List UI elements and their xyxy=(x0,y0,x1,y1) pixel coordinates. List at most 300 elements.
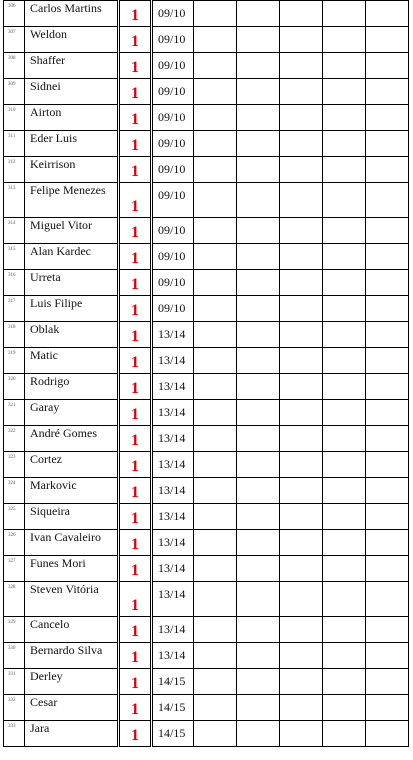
row-number-cell: 316 xyxy=(4,270,25,296)
season-cell: 13/14 xyxy=(152,322,194,348)
player-count-cell xyxy=(119,669,152,695)
empty-cell xyxy=(194,400,237,426)
empty-cell xyxy=(237,1,280,27)
empty-cell xyxy=(323,322,366,348)
empty-cell xyxy=(366,348,409,374)
empty-cell xyxy=(323,643,366,669)
table-row xyxy=(4,504,409,530)
player-count: 1 xyxy=(131,224,139,241)
empty-cell xyxy=(280,105,323,131)
empty-cell xyxy=(280,218,323,244)
player-count: 1 xyxy=(131,406,139,423)
player-name-cell: Keirrison xyxy=(25,157,119,183)
empty-cell xyxy=(323,504,366,530)
table-row xyxy=(4,669,409,695)
season-cell: 09/10 xyxy=(152,296,194,322)
table-row xyxy=(4,348,409,374)
season-cell: 09/10 xyxy=(152,218,194,244)
player-name-cell: Markovic xyxy=(25,478,119,504)
empty-cell xyxy=(280,157,323,183)
player-count: 1 xyxy=(131,701,139,718)
empty-cell xyxy=(280,79,323,105)
row-number-cell: 321 xyxy=(4,400,25,426)
empty-cell xyxy=(237,27,280,53)
player-count: 1 xyxy=(131,302,139,319)
empty-cell xyxy=(194,721,237,747)
player-name-cell: Siqueira xyxy=(25,504,119,530)
empty-cell xyxy=(237,669,280,695)
table-row xyxy=(4,582,409,617)
player-count-cell xyxy=(119,374,152,400)
empty-cell xyxy=(366,270,409,296)
players-table xyxy=(3,0,409,747)
empty-cell xyxy=(366,105,409,131)
empty-cell xyxy=(366,183,409,218)
empty-cell xyxy=(366,374,409,400)
empty-cell xyxy=(280,582,323,617)
empty-cell xyxy=(194,183,237,218)
season-cell: 13/14 xyxy=(152,617,194,643)
season-cell: 09/10 xyxy=(152,79,194,105)
empty-cell xyxy=(323,478,366,504)
empty-cell xyxy=(323,426,366,452)
empty-cell xyxy=(194,669,237,695)
empty-cell xyxy=(237,348,280,374)
empty-cell xyxy=(323,452,366,478)
empty-cell xyxy=(194,478,237,504)
empty-cell xyxy=(237,270,280,296)
player-name-cell: Carlos Martins xyxy=(25,1,119,27)
player-count-cell xyxy=(119,530,152,556)
empty-cell xyxy=(237,721,280,747)
empty-cell xyxy=(194,218,237,244)
empty-cell xyxy=(194,1,237,27)
player-name-cell: Airton xyxy=(25,105,119,131)
player-count: 1 xyxy=(131,727,139,744)
empty-cell xyxy=(280,617,323,643)
player-count: 1 xyxy=(131,623,139,640)
empty-cell xyxy=(237,374,280,400)
empty-cell xyxy=(323,348,366,374)
empty-cell xyxy=(194,374,237,400)
table-row xyxy=(4,617,409,643)
season-cell: 14/15 xyxy=(152,721,194,747)
empty-cell xyxy=(323,131,366,157)
empty-cell xyxy=(323,617,366,643)
empty-cell xyxy=(194,452,237,478)
row-number-cell: 312 xyxy=(4,157,25,183)
empty-cell xyxy=(366,556,409,582)
empty-cell xyxy=(280,270,323,296)
table-row xyxy=(4,105,409,131)
table-row xyxy=(4,322,409,348)
empty-cell xyxy=(194,530,237,556)
empty-cell xyxy=(194,643,237,669)
row-number-cell: 322 xyxy=(4,426,25,452)
player-count: 1 xyxy=(131,33,139,50)
empty-cell xyxy=(366,617,409,643)
season-cell: 13/14 xyxy=(152,426,194,452)
player-count: 1 xyxy=(131,562,139,579)
player-name-cell: Shaffer xyxy=(25,53,119,79)
empty-cell xyxy=(366,582,409,617)
player-count-cell xyxy=(119,721,152,747)
empty-cell xyxy=(366,400,409,426)
empty-cell xyxy=(237,157,280,183)
empty-cell xyxy=(280,244,323,270)
empty-cell xyxy=(280,530,323,556)
player-name-cell: Rodrigo xyxy=(25,374,119,400)
empty-cell xyxy=(323,53,366,79)
player-count: 1 xyxy=(131,163,139,180)
season-cell: 13/14 xyxy=(152,348,194,374)
player-name-cell: Cesar xyxy=(25,695,119,721)
table-row xyxy=(4,53,409,79)
player-count: 1 xyxy=(131,354,139,371)
row-number-cell: 331 xyxy=(4,669,25,695)
table-row xyxy=(4,426,409,452)
player-count: 1 xyxy=(131,111,139,128)
player-count: 1 xyxy=(131,328,139,345)
row-number-cell: 324 xyxy=(4,478,25,504)
empty-cell xyxy=(280,27,323,53)
row-number-cell: 319 xyxy=(4,348,25,374)
season-cell: 09/10 xyxy=(152,157,194,183)
empty-cell xyxy=(237,79,280,105)
player-name-cell: Derley xyxy=(25,669,119,695)
empty-cell xyxy=(237,244,280,270)
player-count-cell xyxy=(119,183,152,218)
table-row xyxy=(4,530,409,556)
season-cell: 13/14 xyxy=(152,374,194,400)
row-number-cell: 310 xyxy=(4,105,25,131)
player-count-cell xyxy=(119,695,152,721)
empty-cell xyxy=(323,530,366,556)
row-number-cell: 308 xyxy=(4,53,25,79)
player-count: 1 xyxy=(131,458,139,475)
player-name-cell: Matic xyxy=(25,348,119,374)
empty-cell xyxy=(237,504,280,530)
empty-cell xyxy=(323,374,366,400)
player-count: 1 xyxy=(131,432,139,449)
empty-cell xyxy=(366,79,409,105)
empty-cell xyxy=(280,695,323,721)
player-name-cell: Weldon xyxy=(25,27,119,53)
table-row xyxy=(4,131,409,157)
table-row xyxy=(4,79,409,105)
row-number-cell: 309 xyxy=(4,79,25,105)
row-number-cell: 307 xyxy=(4,27,25,53)
player-count: 1 xyxy=(131,198,139,215)
row-number-cell: 330 xyxy=(4,643,25,669)
empty-cell xyxy=(280,400,323,426)
player-count: 1 xyxy=(131,597,139,614)
player-name-cell: André Gomes xyxy=(25,426,119,452)
empty-cell xyxy=(194,582,237,617)
empty-cell xyxy=(280,426,323,452)
player-count-cell xyxy=(119,79,152,105)
row-number-cell: 313 xyxy=(4,183,25,218)
row-number-cell: 311 xyxy=(4,131,25,157)
player-name-cell: Luis Filipe xyxy=(25,296,119,322)
player-name-cell: Urreta xyxy=(25,270,119,296)
empty-cell xyxy=(194,53,237,79)
player-count-cell xyxy=(119,53,152,79)
player-count-cell xyxy=(119,617,152,643)
season-cell: 09/10 xyxy=(152,1,194,27)
empty-cell xyxy=(366,504,409,530)
empty-cell xyxy=(280,556,323,582)
empty-cell xyxy=(366,530,409,556)
player-count-cell xyxy=(119,296,152,322)
row-number-cell: 332 xyxy=(4,695,25,721)
empty-cell xyxy=(366,322,409,348)
season-cell: 13/14 xyxy=(152,478,194,504)
empty-cell xyxy=(323,183,366,218)
row-number-cell: 320 xyxy=(4,374,25,400)
player-count: 1 xyxy=(131,675,139,692)
player-count-cell xyxy=(119,452,152,478)
empty-cell xyxy=(366,478,409,504)
empty-cell xyxy=(366,721,409,747)
player-name-cell: Miguel Vitor xyxy=(25,218,119,244)
season-cell: 09/10 xyxy=(152,270,194,296)
empty-cell xyxy=(366,157,409,183)
empty-cell xyxy=(366,27,409,53)
season-cell: 09/10 xyxy=(152,131,194,157)
empty-cell xyxy=(194,244,237,270)
table-row xyxy=(4,478,409,504)
player-name-cell: Jara xyxy=(25,721,119,747)
player-count: 1 xyxy=(131,536,139,553)
table-row xyxy=(4,452,409,478)
empty-cell xyxy=(237,556,280,582)
empty-cell xyxy=(366,643,409,669)
season-cell: 13/14 xyxy=(152,582,194,617)
empty-cell xyxy=(323,105,366,131)
empty-cell xyxy=(237,582,280,617)
season-cell: 14/15 xyxy=(152,695,194,721)
player-count-cell xyxy=(119,582,152,617)
table-row xyxy=(4,643,409,669)
player-count-cell xyxy=(119,643,152,669)
empty-cell xyxy=(237,452,280,478)
table-row xyxy=(4,721,409,747)
player-count: 1 xyxy=(131,276,139,293)
empty-cell xyxy=(366,131,409,157)
empty-cell xyxy=(280,669,323,695)
empty-cell xyxy=(194,79,237,105)
player-name-cell: Felipe Menezes xyxy=(25,183,119,218)
empty-cell xyxy=(194,322,237,348)
season-cell: 09/10 xyxy=(152,105,194,131)
empty-cell xyxy=(280,452,323,478)
empty-cell xyxy=(237,53,280,79)
empty-cell xyxy=(237,131,280,157)
empty-cell xyxy=(366,218,409,244)
empty-cell xyxy=(280,1,323,27)
player-count-cell xyxy=(119,105,152,131)
players-table-body xyxy=(4,1,409,747)
player-count: 1 xyxy=(131,510,139,527)
empty-cell xyxy=(194,105,237,131)
empty-cell xyxy=(237,183,280,218)
player-count: 1 xyxy=(131,380,139,397)
table-row xyxy=(4,270,409,296)
empty-cell xyxy=(237,322,280,348)
empty-cell xyxy=(323,157,366,183)
player-count: 1 xyxy=(131,250,139,267)
season-cell: 14/15 xyxy=(152,669,194,695)
season-cell: 09/10 xyxy=(152,244,194,270)
empty-cell xyxy=(280,131,323,157)
player-count: 1 xyxy=(131,137,139,154)
empty-cell xyxy=(323,556,366,582)
player-name-cell: Alan Kardec xyxy=(25,244,119,270)
table-row xyxy=(4,27,409,53)
empty-cell xyxy=(323,270,366,296)
empty-cell xyxy=(237,426,280,452)
empty-cell xyxy=(323,582,366,617)
empty-cell xyxy=(194,131,237,157)
empty-cell xyxy=(280,183,323,218)
player-count: 1 xyxy=(131,484,139,501)
season-cell: 09/10 xyxy=(152,183,194,218)
player-name-cell: Oblak xyxy=(25,322,119,348)
player-count-cell xyxy=(119,27,152,53)
player-name-cell: Eder Luis xyxy=(25,131,119,157)
row-number-cell: 325 xyxy=(4,504,25,530)
empty-cell xyxy=(194,270,237,296)
player-count: 1 xyxy=(131,85,139,102)
empty-cell xyxy=(280,504,323,530)
empty-cell xyxy=(323,695,366,721)
table-row xyxy=(4,218,409,244)
row-number-cell: 323 xyxy=(4,452,25,478)
player-count-cell xyxy=(119,322,152,348)
empty-cell xyxy=(280,374,323,400)
player-count: 1 xyxy=(131,7,139,24)
player-count-cell xyxy=(119,556,152,582)
table-row xyxy=(4,374,409,400)
empty-cell xyxy=(323,721,366,747)
empty-cell xyxy=(323,218,366,244)
row-number-cell: 329 xyxy=(4,617,25,643)
player-name-cell: Cancelo xyxy=(25,617,119,643)
empty-cell xyxy=(280,322,323,348)
empty-cell xyxy=(237,617,280,643)
empty-cell xyxy=(280,721,323,747)
player-count-cell xyxy=(119,426,152,452)
player-count-cell xyxy=(119,400,152,426)
empty-cell xyxy=(237,218,280,244)
player-name-cell: Bernardo Silva xyxy=(25,643,119,669)
empty-cell xyxy=(280,348,323,374)
season-cell: 09/10 xyxy=(152,53,194,79)
player-name-cell: Garay xyxy=(25,400,119,426)
empty-cell xyxy=(366,426,409,452)
empty-cell xyxy=(280,643,323,669)
empty-cell xyxy=(194,504,237,530)
player-count-cell xyxy=(119,244,152,270)
table-row xyxy=(4,695,409,721)
player-name-cell: Cortez xyxy=(25,452,119,478)
empty-cell xyxy=(323,244,366,270)
player-count-cell xyxy=(119,157,152,183)
player-count-cell xyxy=(119,131,152,157)
table-row xyxy=(4,157,409,183)
empty-cell xyxy=(237,643,280,669)
season-cell: 13/14 xyxy=(152,530,194,556)
table-row xyxy=(4,1,409,27)
season-cell: 09/10 xyxy=(152,27,194,53)
empty-cell xyxy=(194,157,237,183)
player-count-cell xyxy=(119,1,152,27)
player-name-cell: Funes Mori xyxy=(25,556,119,582)
table-row xyxy=(4,400,409,426)
empty-cell xyxy=(237,478,280,504)
empty-cell xyxy=(194,556,237,582)
table-row xyxy=(4,244,409,270)
table-row xyxy=(4,183,409,218)
season-cell: 13/14 xyxy=(152,643,194,669)
player-name-cell: Ivan Cavaleiro xyxy=(25,530,119,556)
row-number-cell: 314 xyxy=(4,218,25,244)
empty-cell xyxy=(194,348,237,374)
row-number-cell: 318 xyxy=(4,322,25,348)
player-count: 1 xyxy=(131,649,139,666)
empty-cell xyxy=(323,296,366,322)
empty-cell xyxy=(323,79,366,105)
empty-cell xyxy=(237,530,280,556)
row-number-cell: 326 xyxy=(4,530,25,556)
player-count-cell xyxy=(119,218,152,244)
player-name-cell: Steven Vitória xyxy=(25,582,119,617)
empty-cell xyxy=(194,617,237,643)
empty-cell xyxy=(194,296,237,322)
empty-cell xyxy=(323,400,366,426)
row-number-cell: 333 xyxy=(4,721,25,747)
row-number-cell: 327 xyxy=(4,556,25,582)
empty-cell xyxy=(237,105,280,131)
row-number-cell: 306 xyxy=(4,1,25,27)
empty-cell xyxy=(194,27,237,53)
player-count-cell xyxy=(119,504,152,530)
empty-cell xyxy=(366,1,409,27)
empty-cell xyxy=(280,478,323,504)
row-number-cell: 315 xyxy=(4,244,25,270)
empty-cell xyxy=(366,695,409,721)
player-count-cell xyxy=(119,270,152,296)
empty-cell xyxy=(237,400,280,426)
empty-cell xyxy=(280,53,323,79)
empty-cell xyxy=(366,244,409,270)
empty-cell xyxy=(280,296,323,322)
empty-cell xyxy=(323,1,366,27)
empty-cell xyxy=(366,296,409,322)
empty-cell xyxy=(194,426,237,452)
empty-cell xyxy=(366,452,409,478)
empty-cell xyxy=(237,296,280,322)
empty-cell xyxy=(323,669,366,695)
season-cell: 13/14 xyxy=(152,452,194,478)
season-cell: 13/14 xyxy=(152,556,194,582)
empty-cell xyxy=(366,669,409,695)
empty-cell xyxy=(366,53,409,79)
row-number-cell: 317 xyxy=(4,296,25,322)
player-name-cell: Sidnei xyxy=(25,79,119,105)
player-count-cell xyxy=(119,478,152,504)
